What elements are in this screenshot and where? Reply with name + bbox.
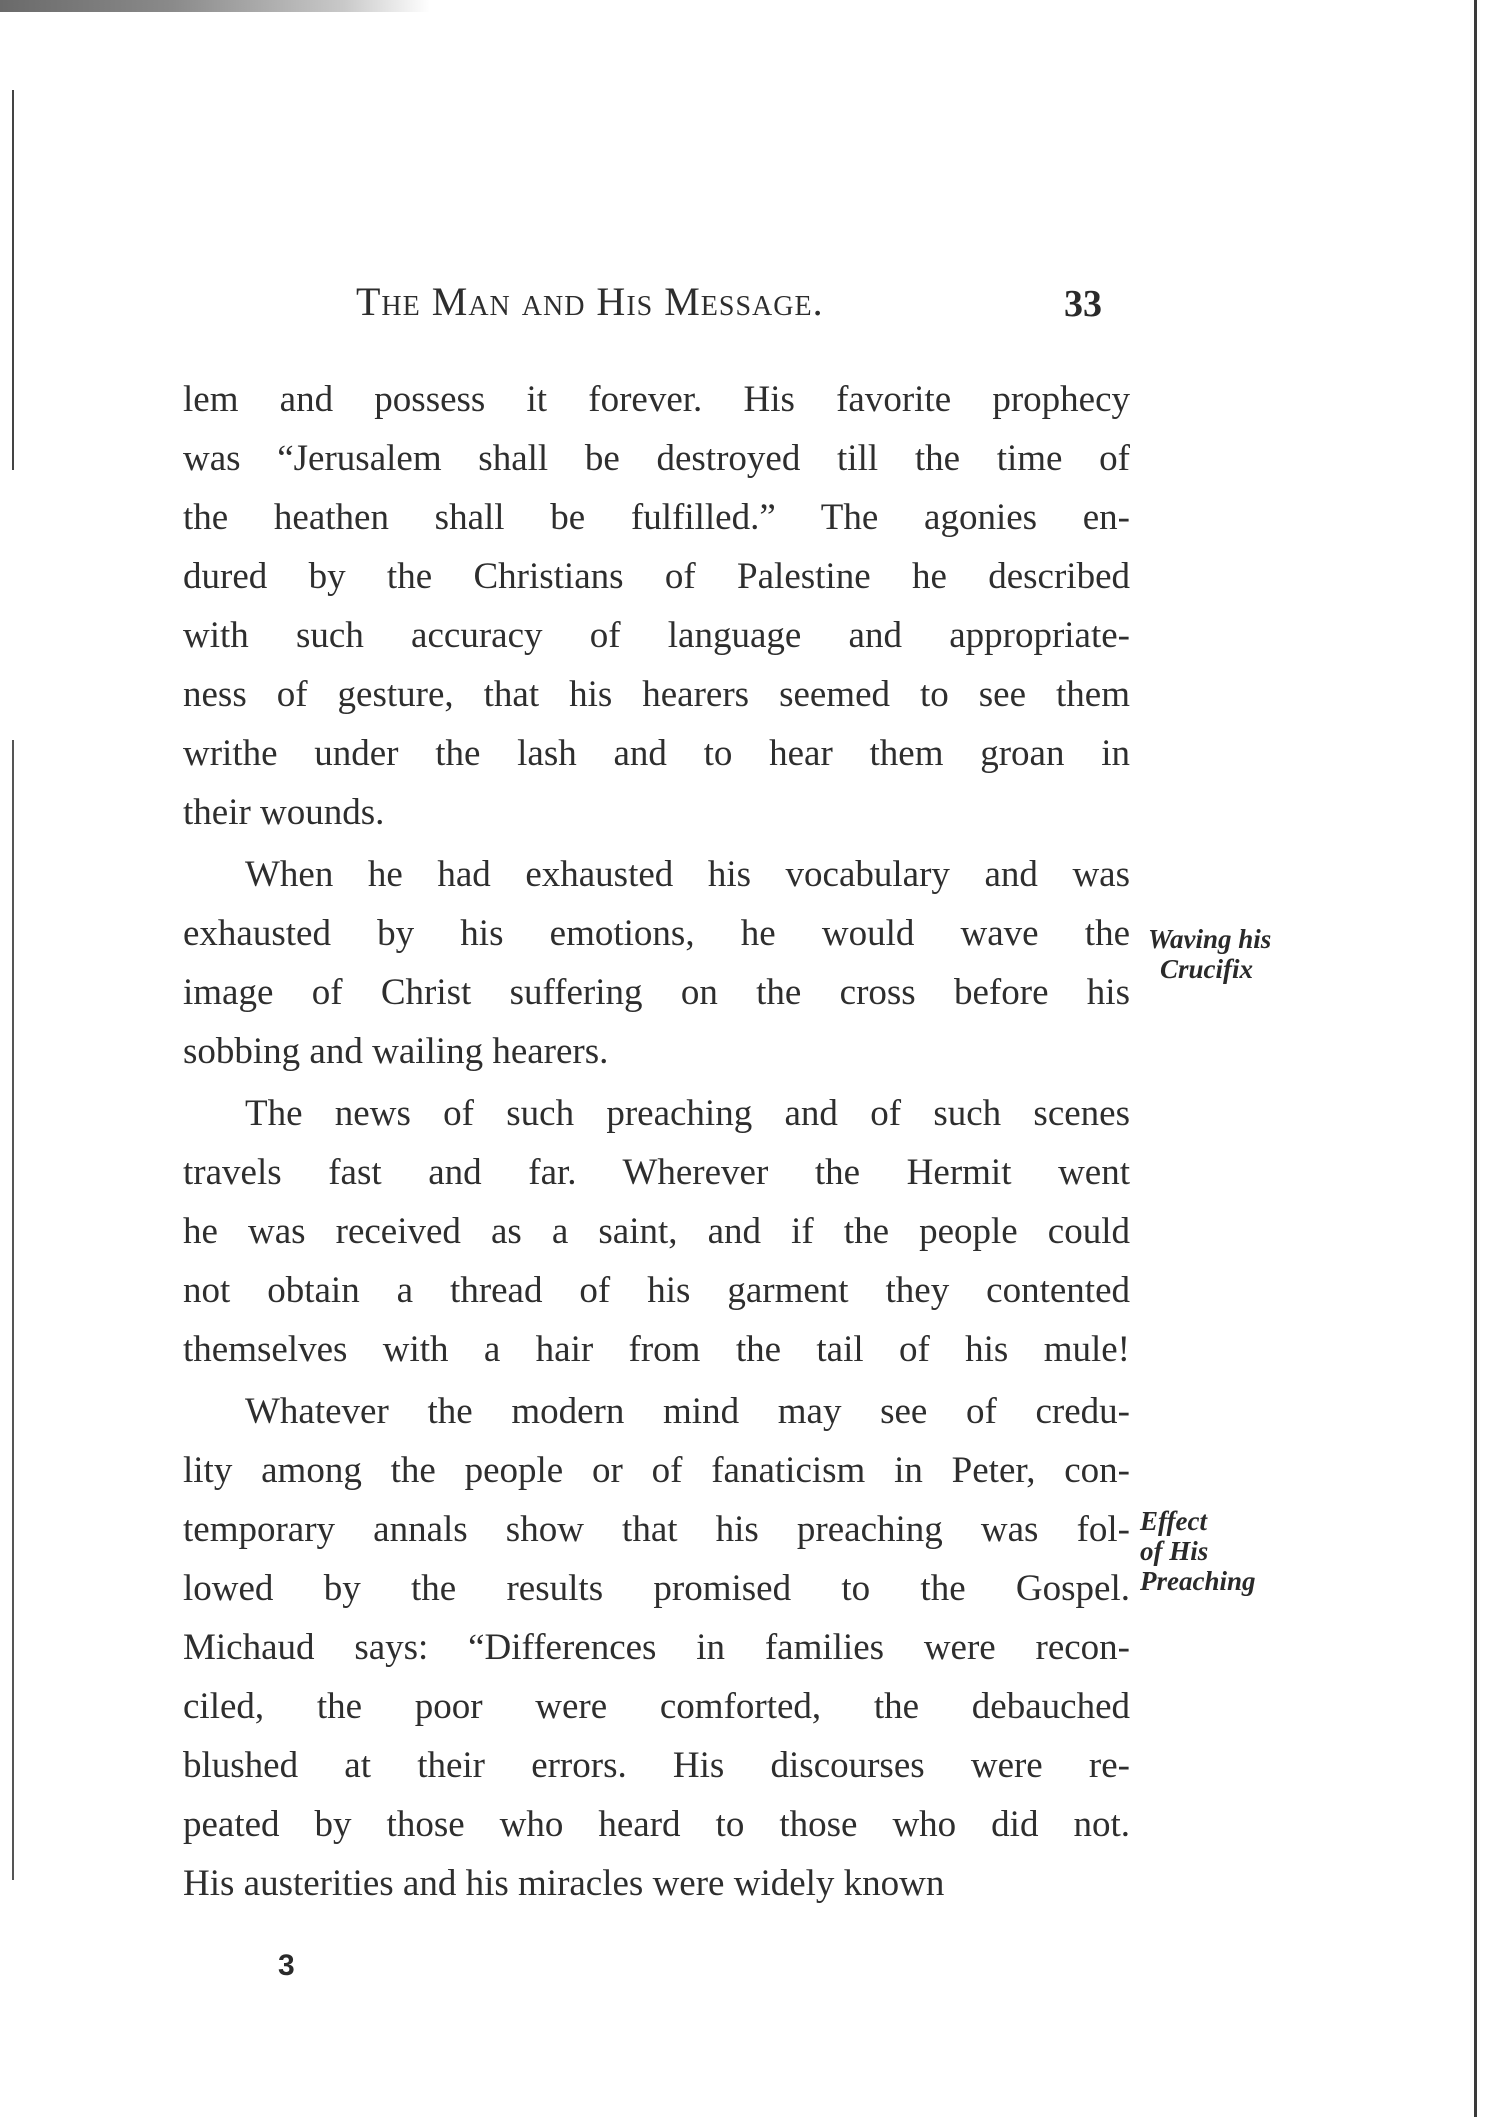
paragraph <box>183 370 1130 842</box>
margin-note-line: Preaching <box>1140 1566 1256 1596</box>
text-line: he was received as a saint, and if the people could <box>183 1211 1130 1252</box>
paragraph <box>183 845 1130 1081</box>
margin-note-line: Waving his <box>1148 924 1272 954</box>
paragraph <box>183 1084 1130 1379</box>
text-line: peated by those who heard to those who did not. <box>183 1804 1130 1845</box>
margin-note-line: Effect <box>1140 1506 1207 1536</box>
text-line: Whatever the modern mind may see of credu- <box>245 1391 1130 1432</box>
text-line: writhe under the lash and to hear them groan in <box>183 733 1130 774</box>
text-line: dured by the Christians of Palestine he described <box>183 556 1130 597</box>
text-line: travels fast and far. Wherever the Hermit went <box>183 1152 1130 1193</box>
scan-gutter-line <box>1474 0 1477 2117</box>
margin-note-waving-crucifix <box>1148 924 1271 984</box>
paragraph <box>183 1382 1130 1913</box>
margin-note-effect-preaching <box>1140 1506 1256 1596</box>
body-text <box>183 370 1130 1913</box>
text-line: The news of such preaching and of such scenes <box>245 1093 1130 1134</box>
text-line: ness of gesture, that his hearers seemed to see them <box>183 674 1130 715</box>
scan-margin-line <box>12 740 14 1880</box>
text-line: themselves with a hair from the tail of his mule! <box>183 1329 1130 1370</box>
text-line: lowed by the results promised to the Gospel. <box>183 1568 1130 1609</box>
margin-note-line: Crucifix <box>1160 954 1254 984</box>
text-line: sobbing and wailing hearers. <box>183 1031 609 1072</box>
signature-mark: 3 <box>278 1949 295 1982</box>
text-line: their wounds. <box>183 792 385 833</box>
text-line: His austerities and his miracles were widely known <box>183 1863 945 1904</box>
text-line: lity among the people or of fanaticism in Peter, con- <box>183 1450 1130 1491</box>
text-line: lem and possess it forever. His favorite prophecy <box>183 379 1130 420</box>
text-line: image of Christ suffering on the cross before his <box>183 972 1130 1013</box>
text-line: not obtain a thread of his garment they contented <box>183 1270 1130 1311</box>
page-number: 33 <box>1064 283 1102 325</box>
text-line: ciled, the poor were comforted, the debauched <box>183 1686 1130 1727</box>
page-header <box>356 278 1136 328</box>
scan-edge-shadow <box>0 0 430 12</box>
text-line: was “Jerusalem shall be destroyed till the time of <box>183 438 1130 479</box>
running-title: The Man and His Message. <box>356 279 824 324</box>
text-line: Michaud says: “Differences in families were recon- <box>183 1627 1130 1668</box>
text-line: exhausted by his emotions, he would wave the <box>183 913 1130 954</box>
text-line: When he had exhausted his vocabulary and was <box>245 854 1130 895</box>
text-line: blushed at their errors. His discourses were re- <box>183 1745 1130 1786</box>
text-line: the heathen shall be fulfilled.” The agonies en- <box>183 497 1130 538</box>
text-line: with such accuracy of language and appropriate- <box>183 615 1130 656</box>
scan-margin-line <box>12 90 14 470</box>
margin-note-line: of His <box>1140 1536 1209 1566</box>
text-line: temporary annals show that his preaching was fol- <box>183 1509 1130 1550</box>
